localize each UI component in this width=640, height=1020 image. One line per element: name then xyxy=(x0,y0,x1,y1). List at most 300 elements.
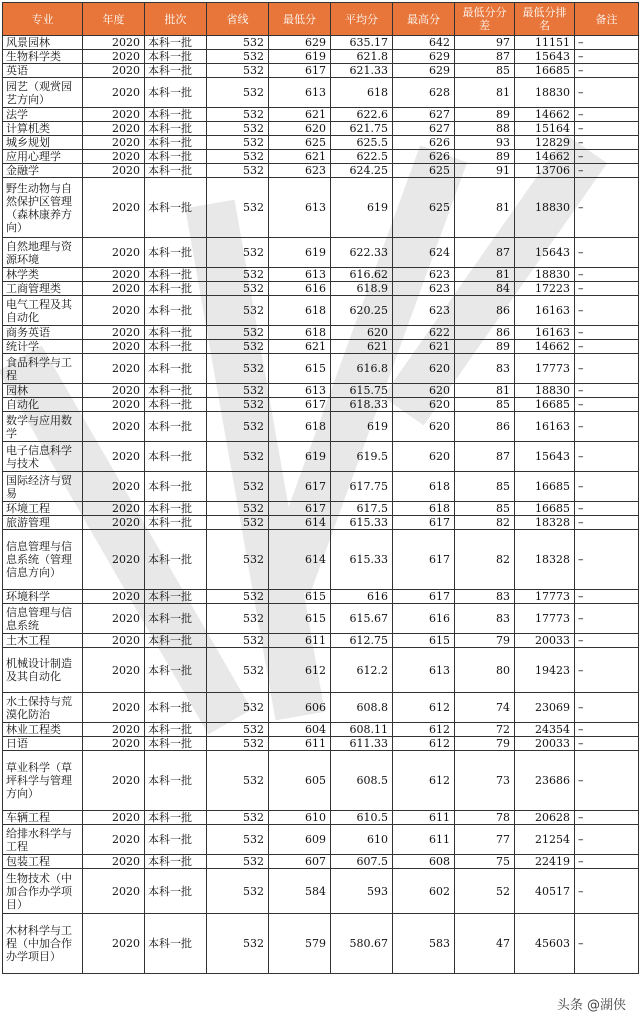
cell-max-score: 626 xyxy=(393,150,455,164)
cell-year: 2020 xyxy=(83,869,145,914)
cell-min-diff: 83 xyxy=(455,354,515,384)
cell-year: 2020 xyxy=(83,340,145,354)
cell-max-score: 623 xyxy=(393,268,455,282)
cell-major: 生物科学类 xyxy=(3,50,83,64)
cell-note: – xyxy=(575,634,639,648)
cell-province-line: 532 xyxy=(207,268,269,282)
cell-batch: 本科一批 xyxy=(145,693,207,723)
cell-avg-score: 619 xyxy=(331,178,393,238)
cell-min-diff: 89 xyxy=(455,150,515,164)
cell-min-rank: 14662 xyxy=(515,150,575,164)
cell-note: – xyxy=(575,723,639,737)
cell-note: – xyxy=(575,398,639,412)
cell-min-rank: 13706 xyxy=(515,164,575,178)
cell-year: 2020 xyxy=(83,384,145,398)
cell-major: 机械设计制造及其自动化 xyxy=(3,648,83,693)
cell-year: 2020 xyxy=(83,472,145,502)
cell-min-rank: 45603 xyxy=(515,914,575,974)
cell-max-score: 620 xyxy=(393,412,455,442)
cell-min-diff: 79 xyxy=(455,634,515,648)
table-row xyxy=(3,693,639,723)
cell-avg-score: 621 xyxy=(331,340,393,354)
cell-batch: 本科一批 xyxy=(145,648,207,693)
cell-min-rank: 21254 xyxy=(515,825,575,855)
cell-batch: 本科一批 xyxy=(145,268,207,282)
cell-min-score: 619 xyxy=(269,442,331,472)
table-row xyxy=(3,384,639,398)
cell-min-rank: 15643 xyxy=(515,442,575,472)
cell-year: 2020 xyxy=(83,634,145,648)
cell-avg-score: 612.75 xyxy=(331,634,393,648)
cell-major: 林学类 xyxy=(3,268,83,282)
cell-batch: 本科一批 xyxy=(145,502,207,516)
table-row xyxy=(3,412,639,442)
cell-province-line: 532 xyxy=(207,648,269,693)
cell-year: 2020 xyxy=(83,530,145,590)
cell-batch: 本科一批 xyxy=(145,340,207,354)
cell-max-score: 629 xyxy=(393,50,455,64)
cell-major: 自动化 xyxy=(3,398,83,412)
cell-batch: 本科一批 xyxy=(145,634,207,648)
cell-min-diff: 72 xyxy=(455,723,515,737)
cell-major: 英语 xyxy=(3,64,83,78)
cell-batch: 本科一批 xyxy=(145,136,207,150)
column-header-min-rank: 最低分排名 xyxy=(515,3,575,36)
cell-major: 城乡规划 xyxy=(3,136,83,150)
cell-province-line: 532 xyxy=(207,869,269,914)
cell-min-rank: 18328 xyxy=(515,530,575,590)
cell-major: 法学 xyxy=(3,108,83,122)
table-row xyxy=(3,604,639,634)
table-row xyxy=(3,268,639,282)
cell-province-line: 532 xyxy=(207,340,269,354)
cell-note: – xyxy=(575,268,639,282)
cell-note: – xyxy=(575,751,639,811)
cell-note: – xyxy=(575,296,639,326)
cell-major: 环境科学 xyxy=(3,590,83,604)
cell-min-diff: 85 xyxy=(455,398,515,412)
cell-year: 2020 xyxy=(83,164,145,178)
cell-min-rank: 20033 xyxy=(515,634,575,648)
cell-min-rank: 16685 xyxy=(515,502,575,516)
cell-note: – xyxy=(575,869,639,914)
cell-max-score: 629 xyxy=(393,64,455,78)
cell-min-diff: 93 xyxy=(455,136,515,150)
column-header-max-score: 最高分 xyxy=(393,3,455,36)
cell-avg-score: 611.33 xyxy=(331,737,393,751)
cell-min-diff: 80 xyxy=(455,648,515,693)
cell-year: 2020 xyxy=(83,723,145,737)
cell-min-diff: 87 xyxy=(455,238,515,268)
cell-min-rank: 17773 xyxy=(515,354,575,384)
cell-max-score: 612 xyxy=(393,723,455,737)
cell-note: – xyxy=(575,238,639,268)
cell-note: – xyxy=(575,412,639,442)
cell-avg-score: 620 xyxy=(331,326,393,340)
cell-min-score: 612 xyxy=(269,648,331,693)
cell-batch: 本科一批 xyxy=(145,590,207,604)
cell-min-score: 620 xyxy=(269,122,331,136)
cell-year: 2020 xyxy=(83,811,145,825)
table-row xyxy=(3,340,639,354)
cell-avg-score: 608.5 xyxy=(331,751,393,811)
cell-note: – xyxy=(575,64,639,78)
cell-max-score: 626 xyxy=(393,136,455,150)
cell-province-line: 532 xyxy=(207,751,269,811)
cell-max-score: 618 xyxy=(393,502,455,516)
table-row xyxy=(3,354,639,384)
cell-avg-score: 610.5 xyxy=(331,811,393,825)
cell-note: – xyxy=(575,36,639,50)
cell-year: 2020 xyxy=(83,150,145,164)
cell-max-score: 583 xyxy=(393,914,455,974)
cell-min-rank: 20628 xyxy=(515,811,575,825)
column-header-province-line: 省线 xyxy=(207,3,269,36)
cell-min-score: 615 xyxy=(269,590,331,604)
cell-major: 数学与应用数学 xyxy=(3,412,83,442)
cell-min-score: 623 xyxy=(269,164,331,178)
table-row xyxy=(3,164,639,178)
cell-note: – xyxy=(575,693,639,723)
cell-batch: 本科一批 xyxy=(145,108,207,122)
cell-avg-score: 625.5 xyxy=(331,136,393,150)
cell-batch: 本科一批 xyxy=(145,825,207,855)
cell-min-diff: 82 xyxy=(455,530,515,590)
cell-note: – xyxy=(575,604,639,634)
cell-province-line: 532 xyxy=(207,50,269,64)
cell-min-rank: 23686 xyxy=(515,751,575,811)
cell-avg-score: 580.67 xyxy=(331,914,393,974)
cell-max-score: 611 xyxy=(393,825,455,855)
cell-min-score: 625 xyxy=(269,136,331,150)
cell-min-score: 619 xyxy=(269,50,331,64)
cell-min-score: 629 xyxy=(269,36,331,50)
cell-avg-score: 621.8 xyxy=(331,50,393,64)
cell-min-diff: 88 xyxy=(455,122,515,136)
cell-min-score: 606 xyxy=(269,693,331,723)
cell-max-score: 618 xyxy=(393,472,455,502)
cell-min-score: 615 xyxy=(269,354,331,384)
cell-min-diff: 86 xyxy=(455,326,515,340)
cell-note: – xyxy=(575,122,639,136)
cell-province-line: 532 xyxy=(207,64,269,78)
cell-year: 2020 xyxy=(83,50,145,64)
cell-batch: 本科一批 xyxy=(145,296,207,326)
cell-min-rank: 18830 xyxy=(515,268,575,282)
cell-max-score: 617 xyxy=(393,530,455,590)
cell-province-line: 532 xyxy=(207,122,269,136)
cell-min-diff: 83 xyxy=(455,590,515,604)
cell-max-score: 620 xyxy=(393,354,455,384)
cell-note: – xyxy=(575,530,639,590)
cell-province-line: 532 xyxy=(207,590,269,604)
cell-major: 工商管理类 xyxy=(3,282,83,296)
cell-year: 2020 xyxy=(83,268,145,282)
column-header-avg-score: 平均分 xyxy=(331,3,393,36)
cell-batch: 本科一批 xyxy=(145,723,207,737)
cell-batch: 本科一批 xyxy=(145,64,207,78)
cell-major: 计算机类 xyxy=(3,122,83,136)
cell-note: – xyxy=(575,326,639,340)
cell-batch: 本科一批 xyxy=(145,150,207,164)
cell-min-score: 618 xyxy=(269,326,331,340)
cell-major: 风景园林 xyxy=(3,36,83,50)
cell-major: 统计学 xyxy=(3,340,83,354)
header-row xyxy=(3,3,639,36)
cell-batch: 本科一批 xyxy=(145,530,207,590)
cell-batch: 本科一批 xyxy=(145,398,207,412)
cell-year: 2020 xyxy=(83,825,145,855)
cell-note: – xyxy=(575,442,639,472)
cell-major: 信息管理与信息系统（管理信息方向） xyxy=(3,530,83,590)
column-header-note: 备注 xyxy=(575,3,639,36)
cell-note: – xyxy=(575,590,639,604)
cell-year: 2020 xyxy=(83,354,145,384)
cell-avg-score: 622.33 xyxy=(331,238,393,268)
cell-min-rank: 11151 xyxy=(515,36,575,50)
cell-note: – xyxy=(575,340,639,354)
cell-max-score: 617 xyxy=(393,516,455,530)
cell-year: 2020 xyxy=(83,398,145,412)
cell-province-line: 532 xyxy=(207,693,269,723)
table-row xyxy=(3,64,639,78)
cell-min-diff: 89 xyxy=(455,340,515,354)
cell-year: 2020 xyxy=(83,737,145,751)
cell-major: 水土保持与荒漠化防治 xyxy=(3,693,83,723)
cell-year: 2020 xyxy=(83,693,145,723)
cell-batch: 本科一批 xyxy=(145,384,207,398)
cell-major: 自然地理与资源环境 xyxy=(3,238,83,268)
table-row xyxy=(3,50,639,64)
cell-min-diff: 85 xyxy=(455,502,515,516)
cell-avg-score: 615.33 xyxy=(331,530,393,590)
cell-min-rank: 16163 xyxy=(515,296,575,326)
cell-min-rank: 18830 xyxy=(515,384,575,398)
cell-min-score: 621 xyxy=(269,340,331,354)
cell-min-rank: 15643 xyxy=(515,238,575,268)
cell-note: – xyxy=(575,855,639,869)
cell-min-rank: 14662 xyxy=(515,108,575,122)
cell-max-score: 623 xyxy=(393,282,455,296)
cell-note: – xyxy=(575,282,639,296)
cell-min-diff: 52 xyxy=(455,869,515,914)
cell-major: 给排水科学与工程 xyxy=(3,825,83,855)
cell-major: 金融学 xyxy=(3,164,83,178)
cell-year: 2020 xyxy=(83,412,145,442)
cell-year: 2020 xyxy=(83,78,145,108)
table-row xyxy=(3,648,639,693)
cell-note: – xyxy=(575,136,639,150)
cell-major: 电子信息科学与技术 xyxy=(3,442,83,472)
cell-min-rank: 16163 xyxy=(515,412,575,442)
cell-year: 2020 xyxy=(83,238,145,268)
cell-year: 2020 xyxy=(83,178,145,238)
cell-batch: 本科一批 xyxy=(145,914,207,974)
cell-province-line: 532 xyxy=(207,296,269,326)
cell-note: – xyxy=(575,502,639,516)
cell-batch: 本科一批 xyxy=(145,178,207,238)
cell-year: 2020 xyxy=(83,590,145,604)
cell-min-score: 617 xyxy=(269,398,331,412)
cell-batch: 本科一批 xyxy=(145,855,207,869)
cell-avg-score: 616.62 xyxy=(331,268,393,282)
cell-min-score: 605 xyxy=(269,751,331,811)
table-row xyxy=(3,78,639,108)
table-row xyxy=(3,914,639,974)
cell-min-rank: 16163 xyxy=(515,326,575,340)
cell-avg-score: 607.5 xyxy=(331,855,393,869)
cell-province-line: 532 xyxy=(207,238,269,268)
cell-avg-score: 618.9 xyxy=(331,282,393,296)
cell-min-score: 607 xyxy=(269,855,331,869)
cell-province-line: 532 xyxy=(207,472,269,502)
cell-batch: 本科一批 xyxy=(145,354,207,384)
cell-batch: 本科一批 xyxy=(145,36,207,50)
cell-min-diff: 89 xyxy=(455,108,515,122)
cell-province-line: 532 xyxy=(207,36,269,50)
cell-note: – xyxy=(575,648,639,693)
cell-min-diff: 81 xyxy=(455,268,515,282)
cell-year: 2020 xyxy=(83,855,145,869)
cell-batch: 本科一批 xyxy=(145,604,207,634)
cell-avg-score: 621.75 xyxy=(331,122,393,136)
cell-batch: 本科一批 xyxy=(145,164,207,178)
cell-province-line: 532 xyxy=(207,516,269,530)
cell-major: 商务英语 xyxy=(3,326,83,340)
cell-batch: 本科一批 xyxy=(145,78,207,108)
cell-province-line: 532 xyxy=(207,178,269,238)
cell-min-score: 609 xyxy=(269,825,331,855)
cell-year: 2020 xyxy=(83,108,145,122)
table-row xyxy=(3,502,639,516)
cell-min-diff: 84 xyxy=(455,282,515,296)
cell-min-score: 611 xyxy=(269,737,331,751)
cell-min-rank: 18830 xyxy=(515,78,575,108)
cell-note: – xyxy=(575,150,639,164)
cell-min-score: 614 xyxy=(269,516,331,530)
cell-min-diff: 74 xyxy=(455,693,515,723)
cell-max-score: 621 xyxy=(393,340,455,354)
cell-avg-score: 635.17 xyxy=(331,36,393,50)
cell-year: 2020 xyxy=(83,64,145,78)
cell-min-diff: 83 xyxy=(455,604,515,634)
cell-avg-score: 619.5 xyxy=(331,442,393,472)
cell-min-diff: 79 xyxy=(455,737,515,751)
cell-avg-score: 615.75 xyxy=(331,384,393,398)
cell-max-score: 624 xyxy=(393,238,455,268)
cell-min-diff: 78 xyxy=(455,811,515,825)
cell-year: 2020 xyxy=(83,648,145,693)
cell-batch: 本科一批 xyxy=(145,412,207,442)
cell-province-line: 532 xyxy=(207,502,269,516)
cell-max-score: 620 xyxy=(393,442,455,472)
table-row xyxy=(3,869,639,914)
cell-min-rank: 16685 xyxy=(515,398,575,412)
table-row xyxy=(3,238,639,268)
cell-major: 电气工程及其自动化 xyxy=(3,296,83,326)
cell-min-diff: 81 xyxy=(455,78,515,108)
cell-batch: 本科一批 xyxy=(145,811,207,825)
table-row xyxy=(3,36,639,50)
cell-note: – xyxy=(575,78,639,108)
cell-min-rank: 18830 xyxy=(515,178,575,238)
table-row xyxy=(3,737,639,751)
cell-min-rank: 17773 xyxy=(515,604,575,634)
cell-avg-score: 620.25 xyxy=(331,296,393,326)
cell-max-score: 627 xyxy=(393,108,455,122)
cell-avg-score: 608.8 xyxy=(331,693,393,723)
table-row xyxy=(3,296,639,326)
cell-avg-score: 610 xyxy=(331,825,393,855)
cell-major: 旅游管理 xyxy=(3,516,83,530)
cell-province-line: 532 xyxy=(207,412,269,442)
cell-avg-score: 615.67 xyxy=(331,604,393,634)
cell-min-rank: 23069 xyxy=(515,693,575,723)
cell-batch: 本科一批 xyxy=(145,737,207,751)
cell-note: – xyxy=(575,50,639,64)
cell-min-diff: 73 xyxy=(455,751,515,811)
admission-score-table xyxy=(2,2,639,974)
table-row xyxy=(3,634,639,648)
cell-major: 信息管理与信息系统 xyxy=(3,604,83,634)
cell-avg-score: 593 xyxy=(331,869,393,914)
cell-min-diff: 81 xyxy=(455,178,515,238)
column-header-min-score: 最低分 xyxy=(269,3,331,36)
cell-major: 园艺（观赏园艺方向） xyxy=(3,78,83,108)
cell-major: 草业科学（草坪科学与管理方向） xyxy=(3,751,83,811)
table-header xyxy=(3,3,639,36)
cell-max-score: 612 xyxy=(393,751,455,811)
cell-max-score: 608 xyxy=(393,855,455,869)
cell-batch: 本科一批 xyxy=(145,442,207,472)
cell-min-rank: 22419 xyxy=(515,855,575,869)
cell-min-score: 613 xyxy=(269,78,331,108)
cell-max-score: 615 xyxy=(393,634,455,648)
table-row xyxy=(3,825,639,855)
cell-min-score: 584 xyxy=(269,869,331,914)
cell-province-line: 532 xyxy=(207,384,269,398)
cell-min-rank: 18328 xyxy=(515,516,575,530)
column-header-major: 专业 xyxy=(3,3,83,36)
cell-avg-score: 612.2 xyxy=(331,648,393,693)
cell-province-line: 532 xyxy=(207,164,269,178)
table-row xyxy=(3,326,639,340)
cell-min-score: 610 xyxy=(269,811,331,825)
table-row xyxy=(3,108,639,122)
table-row xyxy=(3,442,639,472)
cell-major: 环境工程 xyxy=(3,502,83,516)
cell-avg-score: 618.33 xyxy=(331,398,393,412)
cell-avg-score: 616.8 xyxy=(331,354,393,384)
cell-province-line: 532 xyxy=(207,326,269,340)
cell-min-score: 617 xyxy=(269,64,331,78)
cell-max-score: 625 xyxy=(393,164,455,178)
cell-year: 2020 xyxy=(83,326,145,340)
cell-avg-score: 617.75 xyxy=(331,472,393,502)
cell-min-diff: 91 xyxy=(455,164,515,178)
cell-batch: 本科一批 xyxy=(145,751,207,811)
cell-major: 园林 xyxy=(3,384,83,398)
cell-batch: 本科一批 xyxy=(145,282,207,296)
cell-note: – xyxy=(575,108,639,122)
cell-min-rank: 24354 xyxy=(515,723,575,737)
cell-year: 2020 xyxy=(83,914,145,974)
cell-min-score: 618 xyxy=(269,296,331,326)
cell-year: 2020 xyxy=(83,296,145,326)
cell-max-score: 602 xyxy=(393,869,455,914)
cell-max-score: 613 xyxy=(393,648,455,693)
cell-min-diff: 97 xyxy=(455,36,515,50)
